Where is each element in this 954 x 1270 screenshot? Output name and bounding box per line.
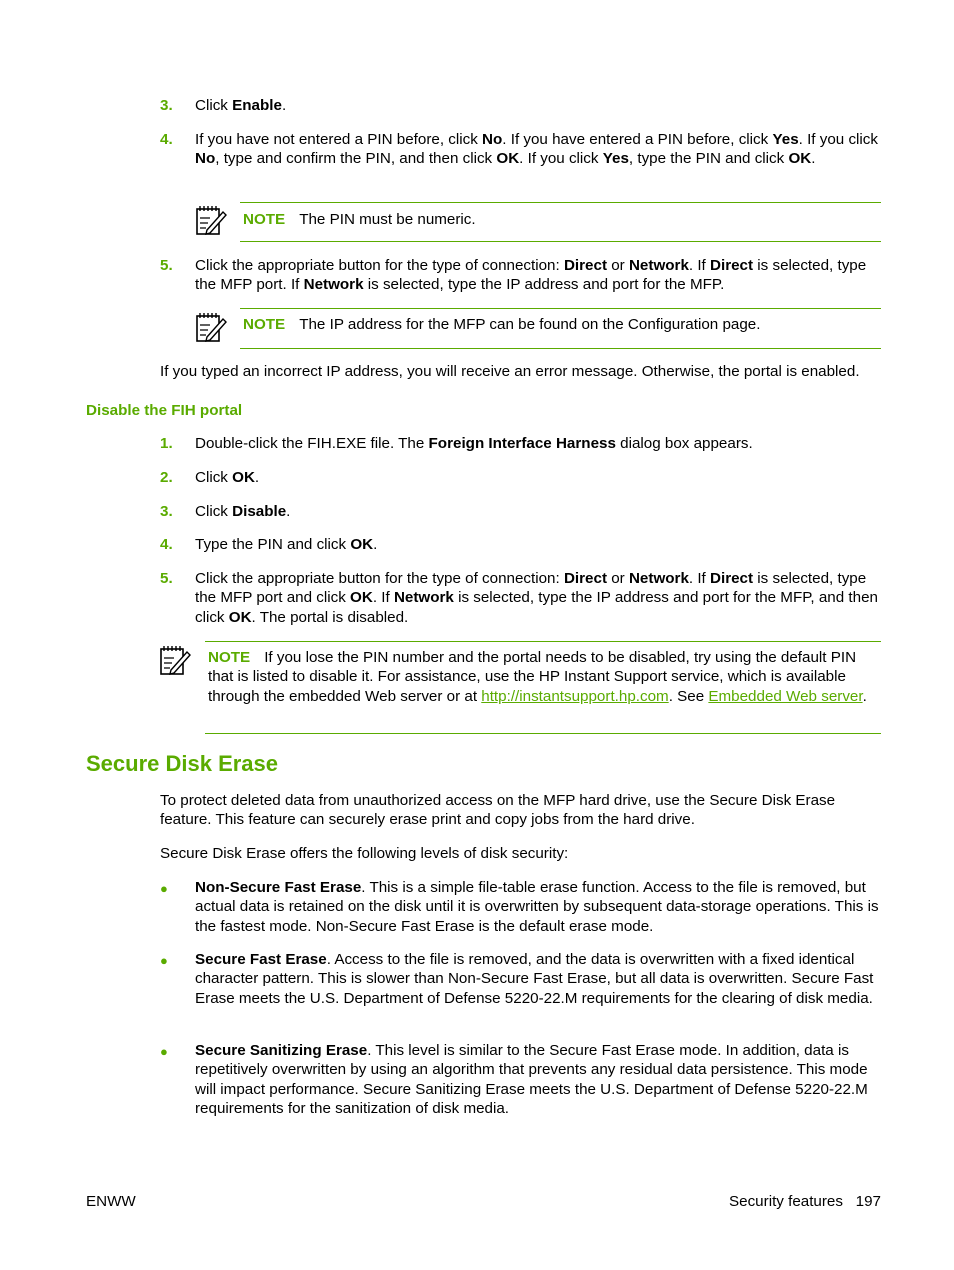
- text-run: . If you click: [798, 131, 878, 148]
- note-label: NOTE: [243, 211, 286, 228]
- note-text: If you lose the PIN number and the portal needs to be disabled, try using the default PIN that is listed to disable it. For assistance, use the HP Instant Support service, which is available through the embedded Web server or at: [208, 649, 857, 705]
- text-run: If you have not entered a PIN before, click: [195, 131, 483, 148]
- bullet-title: Secure Sanitizing Erase: [195, 1042, 368, 1059]
- text-run: , type and confirm the PIN, and then click: [215, 150, 497, 168]
- note-box: [205, 641, 881, 734]
- section-title: Secure Disk Erase: [86, 751, 279, 776]
- text-run: . If you click: [519, 150, 603, 168]
- text-run: is selected, type the IP address and port for the MFP.: [363, 276, 725, 294]
- step-text: [195, 130, 885, 169]
- bold-term: Direct: [563, 257, 608, 274]
- text-run: or: [607, 570, 629, 587]
- embedded-web-server-link[interactable]: Embedded Web server: [708, 687, 863, 705]
- step-number: 3.: [160, 97, 173, 114]
- text-run: .: [254, 469, 260, 486]
- note-label: NOTE: [208, 649, 251, 666]
- instantsupport-link[interactable]: http://instantsupport.hp.com: [481, 687, 669, 705]
- paragraph: Secure Disk Erase offers the following levels of disk security:: [160, 845, 569, 862]
- bullet-icon: ●: [160, 881, 168, 896]
- bullet-text: [195, 878, 885, 936]
- text-run: .: [373, 536, 378, 553]
- bold-term: OK: [228, 608, 252, 626]
- bold-term: Network: [628, 570, 689, 587]
- bold-term: Disable: [232, 503, 287, 520]
- text-run: Double-click the FIH.EXE file. The: [195, 435, 429, 452]
- bold-term: OK: [788, 150, 812, 168]
- step-number: 5.: [160, 570, 173, 587]
- subheading: Disable the FIH portal: [86, 402, 243, 419]
- step-number: 5.: [160, 257, 173, 274]
- note-text: . See: [668, 687, 709, 705]
- bullet-text: [195, 1041, 885, 1119]
- footer-right: [729, 1192, 881, 1211]
- bullet-icon: ●: [160, 953, 168, 968]
- bold-term: Network: [628, 257, 689, 274]
- bold-term: No: [195, 150, 216, 168]
- step-number: 3.: [160, 503, 173, 520]
- footer-section: Security features: [729, 1193, 843, 1210]
- bold-term: Direct: [710, 257, 754, 274]
- step-text: [195, 569, 885, 627]
- text-run: or: [607, 257, 629, 274]
- bullet-body: . This level is similar to the Secure Fast Erase mode. In addition, data is repetitively overwritten by using an algorithm that prevents any residual data persistence. This mode will impact performance. Secure Sanitizing Erase meets the U.S. Department of Defense 5220-22.M requirements for the sanitization of disk media.: [195, 1042, 868, 1118]
- note-text: The PIN must be numeric.: [299, 211, 476, 228]
- text-run: is selected, type the MFP port. If: [195, 257, 867, 294]
- note-pad-icon: [194, 203, 228, 237]
- text-run: dialog box appears.: [615, 435, 753, 452]
- step-number: 4.: [160, 131, 173, 148]
- footer-left: ENWW: [86, 1193, 136, 1210]
- note-text: .: [862, 687, 867, 705]
- bullet-text: [195, 950, 885, 1008]
- bold-term: OK: [232, 469, 255, 486]
- text-run: . The portal is disabled.: [251, 608, 409, 626]
- bold-term: Network: [393, 589, 454, 607]
- note-box: [240, 202, 881, 242]
- step-number: 4.: [160, 536, 173, 553]
- text-run: Click: [195, 97, 233, 114]
- bullet-title: Secure Fast Erase: [195, 951, 327, 968]
- bold-term: OK: [350, 536, 374, 553]
- text-run: Click: [195, 503, 233, 520]
- step-text: [195, 256, 885, 295]
- text-run: . If: [688, 570, 710, 587]
- paragraph: If you typed an incorrect IP address, you will receive an error message. Otherwise, the portal is enabled.: [160, 363, 860, 380]
- step-number: 1.: [160, 435, 173, 452]
- text-run: . If: [688, 257, 710, 274]
- note-pad-icon: [158, 643, 192, 677]
- step-number: 2.: [160, 469, 173, 486]
- text-run: . If: [372, 589, 394, 607]
- text-run: is selected, type the MFP port and click: [195, 570, 867, 607]
- note-pad-icon: [194, 310, 228, 344]
- note-text: The IP address for the MFP can be found on the Configuration page.: [299, 316, 761, 333]
- text-run: .: [811, 150, 816, 168]
- step-text: [195, 468, 885, 487]
- bold-term: Foreign Interface Harness: [428, 435, 616, 452]
- text-run: Click the appropriate button for the type of connection:: [195, 570, 564, 587]
- bullet-body: . This is a simple file-table erase function. Access to the file is removed, but actual data is retained on the disk until it is overwritten by subsequent data-storage operations. This is the fastest mode. Non-Secure Fast Erase is the default erase mode.: [195, 879, 879, 935]
- bold-term: No: [482, 131, 503, 148]
- bullet-icon: ●: [160, 1044, 168, 1059]
- bullet-body: . Access to the file is removed, and the data is overwritten with a fixed identical character pattern. This is slower than Non-Secure Fast Erase, but all data is overwritten. Secure Fast Erase meets the U.S. Department of Defense 5220-22.M requirements for the clearing of disk media.: [195, 951, 874, 1007]
- text-run: is selected, type the IP address and port for the MFP, and then click: [195, 589, 878, 626]
- text-run: Click the appropriate button for the type of connection:: [195, 257, 564, 274]
- bold-term: OK: [496, 150, 520, 168]
- step-text: [195, 535, 885, 554]
- text-run: , type the PIN and click: [628, 150, 789, 168]
- bold-term: Network: [303, 276, 364, 294]
- step-text: [195, 96, 885, 115]
- note-box: [240, 308, 881, 349]
- text-run: . If you have entered a PIN before, click: [502, 131, 773, 148]
- bold-term: Enable: [232, 97, 282, 114]
- bold-term: Yes: [602, 150, 629, 168]
- step-text: [195, 434, 885, 453]
- note-label: NOTE: [243, 316, 286, 333]
- text-run: Click: [195, 469, 233, 486]
- bold-term: OK: [350, 589, 373, 607]
- text-run: .: [286, 503, 291, 520]
- text-run: .: [281, 97, 287, 114]
- bold-term: Direct: [563, 570, 608, 587]
- paragraph: To protect deleted data from unauthorized access on the MFP hard drive, use the Secure Disk Erase feature. This feature can securely erase print and copy jobs from the hard drive.: [160, 792, 836, 829]
- text-run: Type the PIN and click: [195, 536, 351, 553]
- step-text: [195, 502, 885, 521]
- bold-term: Direct: [710, 570, 754, 587]
- bold-term: Yes: [772, 131, 799, 148]
- bullet-title: Non-Secure Fast Erase: [195, 879, 362, 896]
- page-number: 197: [855, 1193, 881, 1210]
